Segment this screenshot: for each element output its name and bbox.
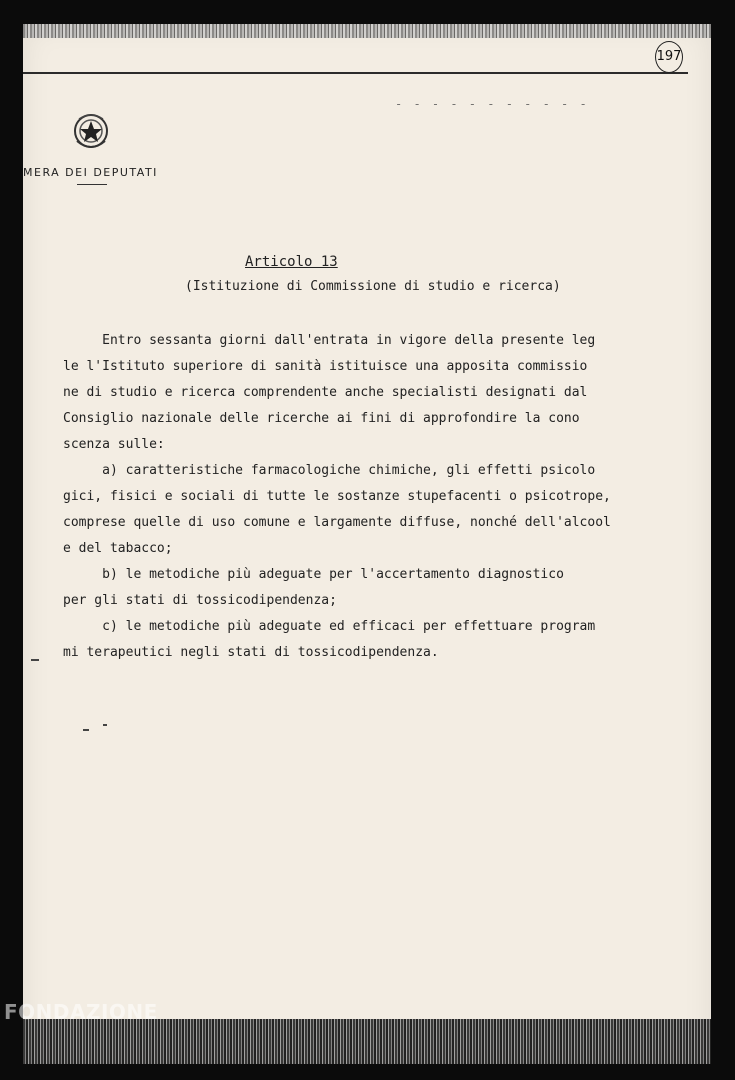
body-line: comprese quelle di uso comune e largamente diffuse, nonché dell'alcool	[63, 515, 611, 530]
institution-underline	[77, 184, 107, 185]
body-line: per gli stati di tossicodipendenza;	[63, 593, 337, 608]
faded-header-marks: - - - - - - - - - - -	[395, 97, 589, 111]
document-page	[23, 24, 711, 1064]
scan-edge-top	[23, 24, 711, 38]
institution-name: MERA DEI DEPUTATI	[23, 166, 158, 179]
body-line: a) caratteristiche farmacologiche chimiche, gli effetti psicolo	[63, 463, 596, 478]
body-line: b) le metodiche più adeguate per l'accertamento diagnostico	[63, 567, 564, 582]
article-subtitle: (Istituzione di Commissione di studio e ricerca)	[185, 279, 561, 294]
scan-edge-bottom	[23, 1019, 711, 1064]
article-title	[245, 254, 338, 270]
body-line: mi terapeutici negli stati di tossicodipendenza.	[63, 645, 439, 660]
body-line: Entro sessanta giorni dall'entrata in vigore della presente leg	[63, 333, 596, 348]
body-line: c) le metodiche più adeguate ed efficaci per effettuare program	[63, 619, 596, 634]
scan-speck	[83, 729, 89, 731]
scan-speck	[31, 659, 39, 661]
body-line: scenza sulle:	[63, 437, 165, 452]
header-rule	[23, 72, 688, 74]
body-line: ne di studio e ricerca comprendente anche specialisti designati dal	[63, 385, 588, 400]
page-number: 197	[655, 41, 683, 73]
article-title-text: Articolo 13	[245, 254, 338, 270]
article-body	[63, 328, 703, 666]
body-line: le l'Istituto superiore di sanità istituisce una apposita commissio	[63, 359, 588, 374]
watermark: FONDAZIONE	[4, 1000, 158, 1024]
body-line: gici, fisici e sociali di tutte le sostanze stupefacenti o psicotrope,	[63, 489, 611, 504]
emblem-icon	[71, 109, 111, 155]
body-line: e del tabacco;	[63, 541, 173, 556]
scan-speck	[103, 724, 107, 726]
body-line: Consiglio nazionale delle ricerche ai fini di approfondire la cono	[63, 411, 580, 426]
